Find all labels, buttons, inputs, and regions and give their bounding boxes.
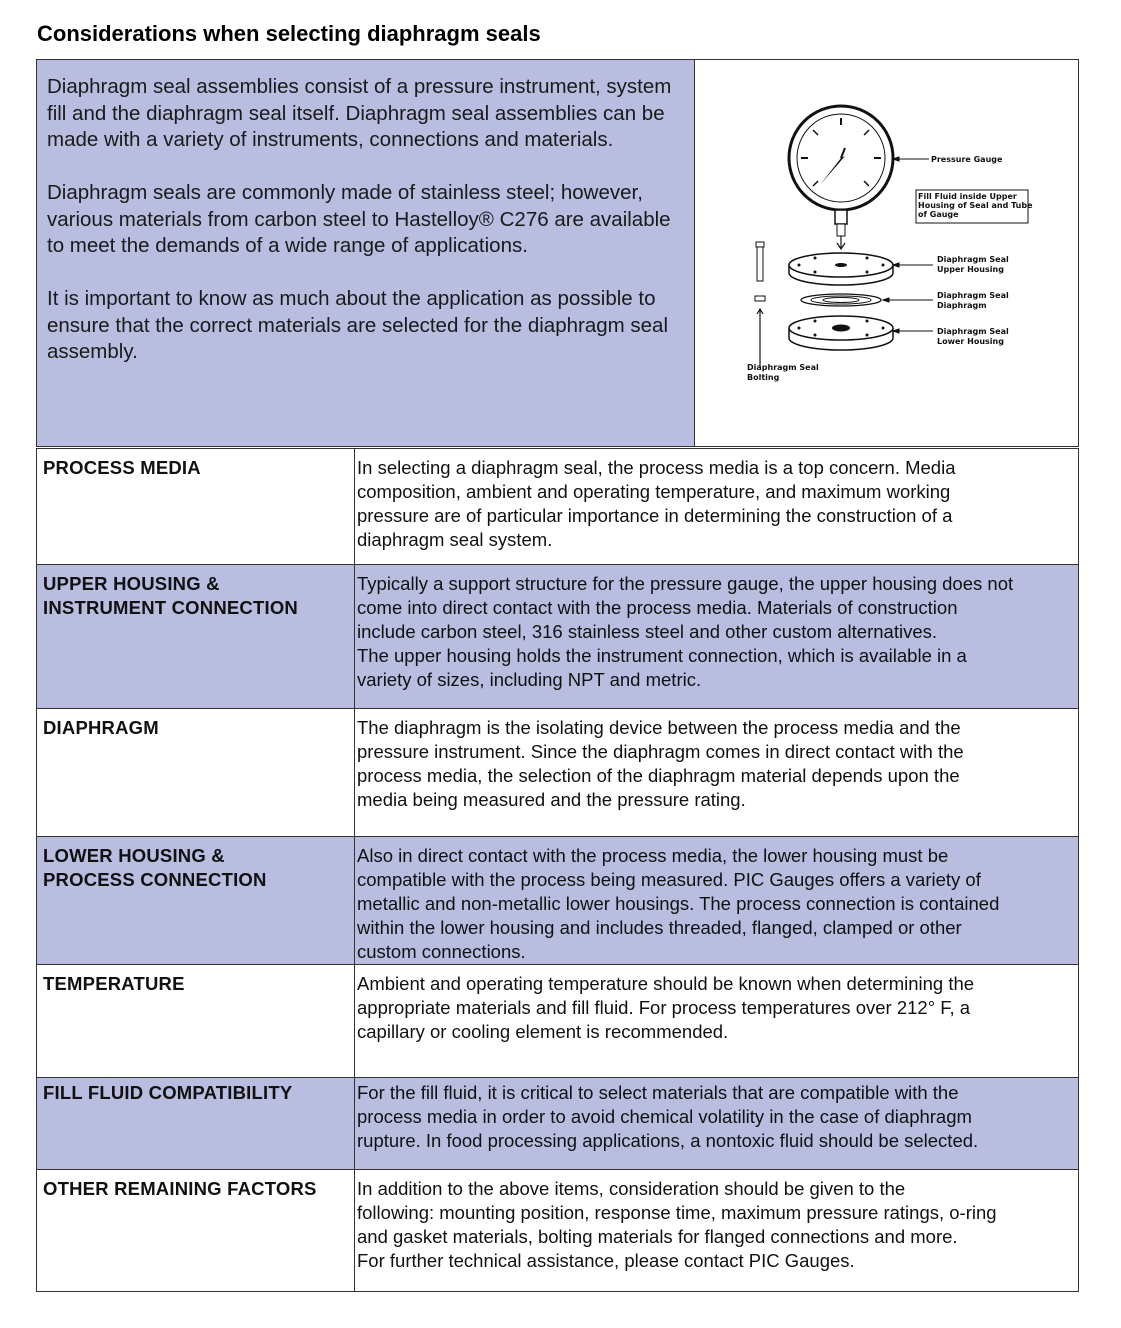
description-line: process media in order to avoid chemical volatility in the case of diaphragm [357,1106,972,1127]
intro-paragraph-3: It is important to know as much about the application as possible to ensure that the correct materials are selected for the diaphragm seal assembly. [47,287,669,363]
heading-line: LOWER HOUSING & [43,845,225,866]
description-line: appropriate materials and fill fluid. For process temperatures over 212° F, a [357,997,971,1018]
diaphragm-seal-illustration [695,60,1078,446]
bolting-drawing [755,242,765,366]
row-diaphragm [37,709,1079,837]
row-heading [37,837,355,965]
label-upper-housing-1: Diaphragm Seal [937,255,1009,264]
description-line: The upper housing holds the instrument connection, which is available in a [357,645,967,666]
row-description [355,449,1079,565]
row-heading [37,965,355,1078]
row-description [355,837,1079,965]
row-other-factors [37,1170,1079,1292]
heading-line: PROCESS MEDIA [43,457,201,478]
description-line: include carbon steel, 316 stainless steel and other custom alternatives. [357,621,937,642]
intro-paragraph-2: Diaphragm seals are commonly made of stainless steel; however, various materials from carbon steel to Hastelloy® C276 are available to meet the demands of a wide range of applications. [47,181,671,257]
row-lower-housing [37,837,1079,965]
description-line: variety of sizes, including NPT and metric. [357,669,702,690]
heading-line: TEMPERATURE [43,973,185,994]
heading-line: PROCESS CONNECTION [43,869,267,890]
row-description [355,565,1079,709]
row-fill-fluid [37,1078,1079,1170]
row-heading [37,1170,355,1292]
diaphragm-drawing [801,294,881,306]
label-bolting-1: Diaphragm Seal [747,363,819,372]
intro-paragraph-1: Diaphragm seal assemblies consist of a pressure instrument, system fill and the diaphragm seal itself. Diaphragm seal assemblies can be made with a variety of instruments, connections and materials. [47,75,672,151]
description-line: custom connections. [357,941,526,962]
description-line: metallic and non-metallic lower housings. The process connection is contained [357,893,1000,914]
label-lower-housing-1: Diaphragm Seal [937,327,1009,336]
heading-line: INSTRUMENT CONNECTION [43,597,298,618]
row-upper-housing [37,565,1079,709]
description-line: capillary or cooling element is recommended. [357,1021,729,1042]
description-line: come into direct contact with the process media. Materials of construction [357,597,958,618]
label-fill-fluid-3: of Gauge [918,210,959,219]
description-line: Also in direct contact with the process media, the lower housing must be [357,845,949,866]
description-line: and gasket materials, bolting materials for flanged connections and more. [357,1226,958,1247]
row-description [355,965,1079,1078]
row-heading [37,709,355,837]
heading-line: DIAPHRAGM [43,717,159,738]
description-line: For the fill fluid, it is critical to select materials that are compatible with the [357,1082,959,1103]
row-heading [37,565,355,709]
row-heading [37,449,355,565]
row-description [355,1078,1079,1170]
description-line: rupture. In food processing applications, a nontoxic fluid should be selected. [357,1130,979,1151]
page-title: Considerations when selecting diaphragm seals [37,21,541,46]
row-description [355,1170,1079,1292]
lower-housing-drawing [789,316,893,350]
label-pressure-gauge: Pressure Gauge [931,155,1003,164]
row-process-media [37,449,1079,565]
description-line: In addition to the above items, consideration should be given to the [357,1178,906,1199]
row-temperature [37,965,1079,1078]
description-line: pressure are of particular importance in determining the construction of a [357,505,953,526]
description-line: pressure instrument. Since the diaphragm comes in direct contact with the [357,741,964,762]
description-line: compatible with the process being measured. PIC Gauges offers a variety of [357,869,981,890]
upper-housing-drawing [789,253,893,285]
pressure-gauge-drawing [789,106,893,249]
label-fill-fluid-2: Housing of Seal and Tube [918,201,1033,210]
description-line: media being measured and the pressure rating. [357,789,746,810]
label-upper-housing-2: Upper Housing [937,265,1004,274]
description-line: Ambient and operating temperature should be known when determining the [357,973,975,994]
description-line: within the lower housing and includes threaded, flanged, clamped or other [357,917,962,938]
leader-lines [883,157,933,333]
row-description [355,709,1079,837]
label-lower-housing-2: Lower Housing [937,337,1004,346]
heading-line: OTHER REMAINING FACTORS [43,1178,317,1199]
intro-panel [36,59,1079,447]
description-line: composition, ambient and operating temperature, and maximum working [357,481,951,502]
description-line: diaphragm seal system. [357,529,553,550]
description-line: In selecting a diaphragm seal, the process media is a top concern. Media [357,457,956,478]
description-line: The diaphragm is the isolating device between the process media and the [357,717,961,738]
description-line: Typically a support structure for the pressure gauge, the upper housing does not [357,573,1014,594]
considerations-table [36,448,1079,1292]
label-bolting-2: Bolting [747,373,780,382]
description-line: For further technical assistance, please contact PIC Gauges. [357,1250,855,1271]
description-line: process media, the selection of the diaphragm material depends upon the [357,765,960,786]
row-heading [37,1078,355,1170]
heading-line: UPPER HOUSING & [43,573,220,594]
heading-line: FILL FLUID COMPATIBILITY [43,1082,293,1103]
description-line: following: mounting position, response time, maximum pressure ratings, o-ring [357,1202,997,1223]
assembly-diagram [695,60,1078,446]
label-fill-fluid-1: Fill Fluid inside Upper [918,192,1017,201]
label-diaphragm-2: Diaphragm [937,301,987,310]
label-diaphragm-1: Diaphragm Seal [937,291,1009,300]
intro-text [37,60,695,446]
